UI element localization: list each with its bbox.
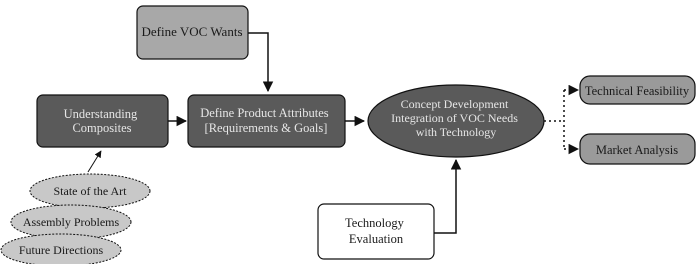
concept-development-line-2: Integration of VOC Needs xyxy=(391,111,518,125)
assembly-problems-label: Assembly Problems xyxy=(22,215,120,229)
svg-text:Define Product Attributes xyxy=(200,106,332,135)
node-understanding-composites xyxy=(37,95,168,147)
node-concept-development xyxy=(368,85,544,157)
technical-feasibility-label: Technical Feasibility xyxy=(584,84,690,98)
node-market-analysis xyxy=(580,134,695,164)
node-define-voc-wants xyxy=(137,6,248,59)
understanding-composites-line-1: Understanding xyxy=(63,107,138,121)
arrow-state-of-art-to-composites xyxy=(88,151,101,172)
define-voc-wants-label: Define VOC Wants xyxy=(141,24,243,39)
technology-evaluation-line-1: Technology xyxy=(345,216,404,230)
node-state-of-the-art xyxy=(30,174,150,208)
technology-evaluation-line-2: Evaluation xyxy=(348,232,404,246)
svg-text:Understanding Composites xyxy=(64,107,141,135)
node-technical-feasibility xyxy=(580,76,695,104)
arrow-evaluation-to-concept xyxy=(434,160,456,233)
understanding-composites-line-2: Composites xyxy=(72,121,132,135)
future-directions-label: Future Directions xyxy=(18,243,104,257)
define-product-attributes-line-1: Define Product Attributes xyxy=(200,106,329,120)
node-technology-evaluation xyxy=(318,204,434,259)
node-define-product-attributes xyxy=(188,95,345,147)
concept-development-line-1: Concept Development xyxy=(400,97,509,111)
market-analysis-label: Market Analysis xyxy=(595,143,679,157)
state-of-the-art-label: State of the Art xyxy=(53,184,127,198)
define-product-attributes-line-2: [Requirements & Goals] xyxy=(204,121,328,135)
node-future-directions xyxy=(1,234,121,264)
concept-development-line-3: with Technology xyxy=(415,125,497,139)
arrow-voc-to-attributes xyxy=(248,33,268,91)
